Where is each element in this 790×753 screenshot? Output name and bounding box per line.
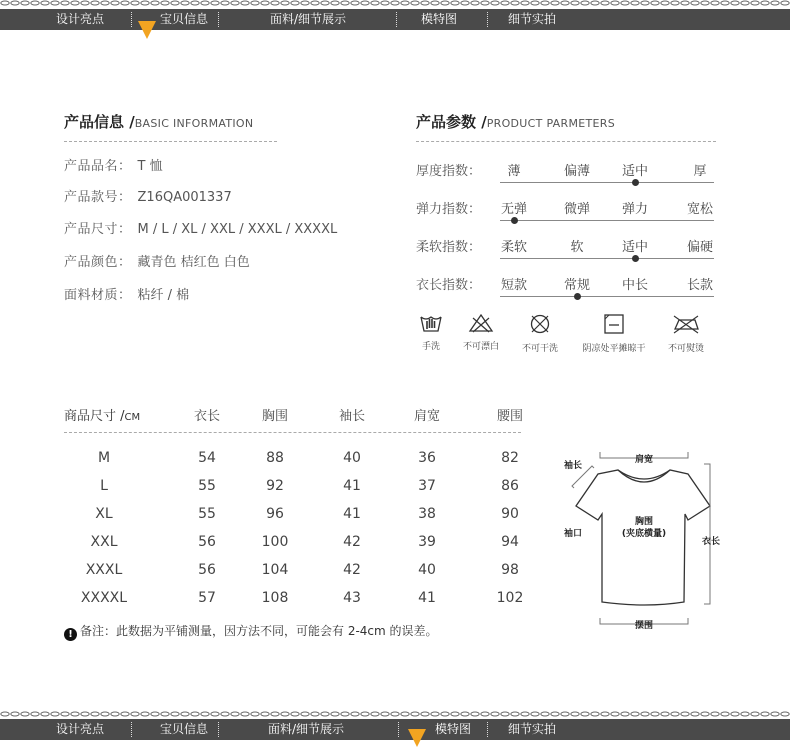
nav-detail-photos[interactable]: 细节实拍 <box>508 722 557 736</box>
divider <box>64 432 521 433</box>
nav-design-highlights[interactable]: 设计亮点 <box>56 12 105 26</box>
index-label: 柔软指数： <box>416 240 482 255</box>
size-table-header: 胸围 <box>261 409 289 424</box>
info-row-name: 产品品名： T 恤 <box>64 159 163 174</box>
index-option: 适中 <box>621 240 649 255</box>
care-hand-wash: 手洗 <box>414 313 448 352</box>
hand-wash-icon <box>420 313 442 333</box>
size-table-cell: 41 <box>343 478 361 494</box>
nav-fabric-details[interactable]: 面料/细节展示 <box>270 12 347 26</box>
no-iron-icon <box>671 313 701 335</box>
index-option: 微弹 <box>563 202 591 217</box>
index-option: 柔软 <box>500 240 528 255</box>
care-shade-dry-flat: 阴凉处平摊晾干 <box>576 313 652 354</box>
size-table-cell: 37 <box>418 478 436 494</box>
index-selected-dot <box>574 293 581 300</box>
nav-separator <box>218 722 219 737</box>
size-table-size-cell: XL <box>95 506 113 522</box>
size-table-cell: 41 <box>343 506 361 522</box>
index-option: 软 <box>570 240 584 255</box>
nav-design-highlights[interactable]: 设计亮点 <box>56 722 105 736</box>
size-table-header: 衣长 <box>193 409 221 424</box>
nav-detail-photos[interactable]: 细节实拍 <box>508 12 557 26</box>
nav-model-photos[interactable]: 模特图 <box>421 12 458 26</box>
active-marker-icon <box>138 21 156 39</box>
size-table-cell: 56 <box>198 534 216 550</box>
size-table-cell: 38 <box>418 506 436 522</box>
nav-separator <box>398 722 399 737</box>
size-table-cell: 42 <box>343 562 361 578</box>
care-no-bleach: 不可漂白 <box>458 313 504 352</box>
size-table-header: 袖长 <box>338 409 366 424</box>
divider <box>64 141 277 142</box>
index-option: 薄 <box>507 164 521 179</box>
size-table-cell: 102 <box>496 590 524 606</box>
nav-bar <box>0 719 790 740</box>
label-chest-note: (夹底横量) <box>621 529 667 539</box>
label-body-length: 衣长 <box>702 537 721 547</box>
index-option: 适中 <box>621 164 649 179</box>
shade-dry-flat-icon <box>603 313 625 335</box>
nav-product-info[interactable]: 宝贝信息 <box>160 12 209 26</box>
nav-fabric-details[interactable]: 面料/细节展示 <box>268 722 345 736</box>
size-table-cell: 88 <box>266 450 284 466</box>
index-option: 无弹 <box>500 202 528 217</box>
info-row-sku: 产品款号： Z16QA001337 <box>64 190 232 205</box>
index-selected-dot <box>632 255 639 262</box>
nav-model-photos[interactable]: 模特图 <box>435 722 472 736</box>
size-table-cell: 42 <box>343 534 361 550</box>
index-option: 偏硬 <box>686 240 714 255</box>
size-table-cell: 94 <box>501 534 519 550</box>
divider <box>416 141 716 142</box>
nav-product-info[interactable]: 宝贝信息 <box>160 722 209 736</box>
size-table-cell: 90 <box>501 506 519 522</box>
size-table-cell: 43 <box>343 590 361 606</box>
size-table-cell: 55 <box>198 478 216 494</box>
index-option: 厚 <box>693 164 707 179</box>
size-table-cell: 40 <box>343 450 361 466</box>
index-option: 弹力 <box>621 202 649 217</box>
size-table-cell: 41 <box>418 590 436 606</box>
nav-separator <box>487 722 488 737</box>
index-option: 偏薄 <box>563 164 591 179</box>
nav-bar <box>0 9 790 30</box>
no-bleach-icon <box>468 313 494 333</box>
index-label: 弹力指数： <box>416 202 482 217</box>
care-no-iron: 不可熨烫 <box>663 313 709 354</box>
tshirt-diagram <box>560 448 730 638</box>
size-table-cell: 92 <box>266 478 284 494</box>
index-scale-line <box>500 258 714 259</box>
index-selected-dot <box>511 217 518 224</box>
info-row-colors: 产品颜色： 藏青色 桔红色 白色 <box>64 255 250 270</box>
index-option: 长款 <box>686 278 714 293</box>
index-option: 中长 <box>621 278 649 293</box>
nav-separator <box>131 722 132 737</box>
size-table-size-cell: XXXXL <box>80 590 128 606</box>
active-marker-icon <box>408 729 426 747</box>
info-row-sizes: 产品尺寸： M / L / XL / XXL / XXXL / XXXXL <box>64 222 338 237</box>
size-table-size-cell: XXXL <box>85 562 123 578</box>
care-no-dry-clean: 不可干洗 <box>517 313 563 354</box>
index-scale-line <box>500 296 714 297</box>
index-option: 常规 <box>563 278 591 293</box>
chain-border <box>0 0 790 6</box>
size-table-cell: 98 <box>501 562 519 578</box>
index-option: 短款 <box>500 278 528 293</box>
size-table-title: 商品尺寸 /CM <box>64 409 141 424</box>
size-table-cell: 104 <box>261 562 289 578</box>
measurement-note: ! 备注：此数据为平铺测量，因方法不同，可能会有 2-4cm 的误差。 <box>64 622 438 641</box>
size-table-cell: 55 <box>198 506 216 522</box>
index-option: 宽松 <box>686 202 714 217</box>
size-table-cell: 57 <box>198 590 216 606</box>
index-scale-line <box>500 182 714 183</box>
no-dry-clean-icon <box>529 313 551 335</box>
size-table-cell: 96 <box>266 506 284 522</box>
size-table-header: 肩宽 <box>413 409 441 424</box>
product-info-title: 产品信息 /BASIC INFORMATION <box>64 113 254 131</box>
index-scale-line <box>500 220 714 221</box>
product-params-title: 产品参数 /PRODUCT PARMETERS <box>416 113 615 131</box>
nav-separator <box>218 12 219 27</box>
info-row-material: 面料材质： 粘纤 / 棉 <box>64 288 190 303</box>
index-label: 衣长指数： <box>416 278 482 293</box>
label-sleeve-length: 袖长 <box>564 461 583 471</box>
label-chest: 胸围 <box>634 517 654 527</box>
label-shoulder: 肩宽 <box>634 455 654 465</box>
size-table-cell: 56 <box>198 562 216 578</box>
index-label: 厚度指数： <box>416 164 482 179</box>
size-table-size-cell: XXL <box>90 534 118 550</box>
size-table-cell: 86 <box>501 478 519 494</box>
nav-separator <box>396 12 397 27</box>
warning-icon: ! <box>64 628 77 641</box>
size-table-cell: 36 <box>418 450 436 466</box>
size-table-size-cell: M <box>97 450 111 466</box>
size-table-cell: 54 <box>198 450 216 466</box>
chain-border <box>0 711 790 717</box>
nav-separator <box>131 12 132 27</box>
label-hem: 摆围 <box>634 621 654 631</box>
size-table-header: 腰围 <box>496 409 524 424</box>
nav-separator <box>487 12 488 27</box>
label-cuff: 袖口 <box>564 529 583 539</box>
size-table-cell: 82 <box>501 450 519 466</box>
size-table-cell: 39 <box>418 534 436 550</box>
size-table-cell: 108 <box>261 590 289 606</box>
size-table-cell: 100 <box>261 534 289 550</box>
size-table-size-cell: L <box>100 478 108 494</box>
size-table-cell: 40 <box>418 562 436 578</box>
index-selected-dot <box>632 179 639 186</box>
